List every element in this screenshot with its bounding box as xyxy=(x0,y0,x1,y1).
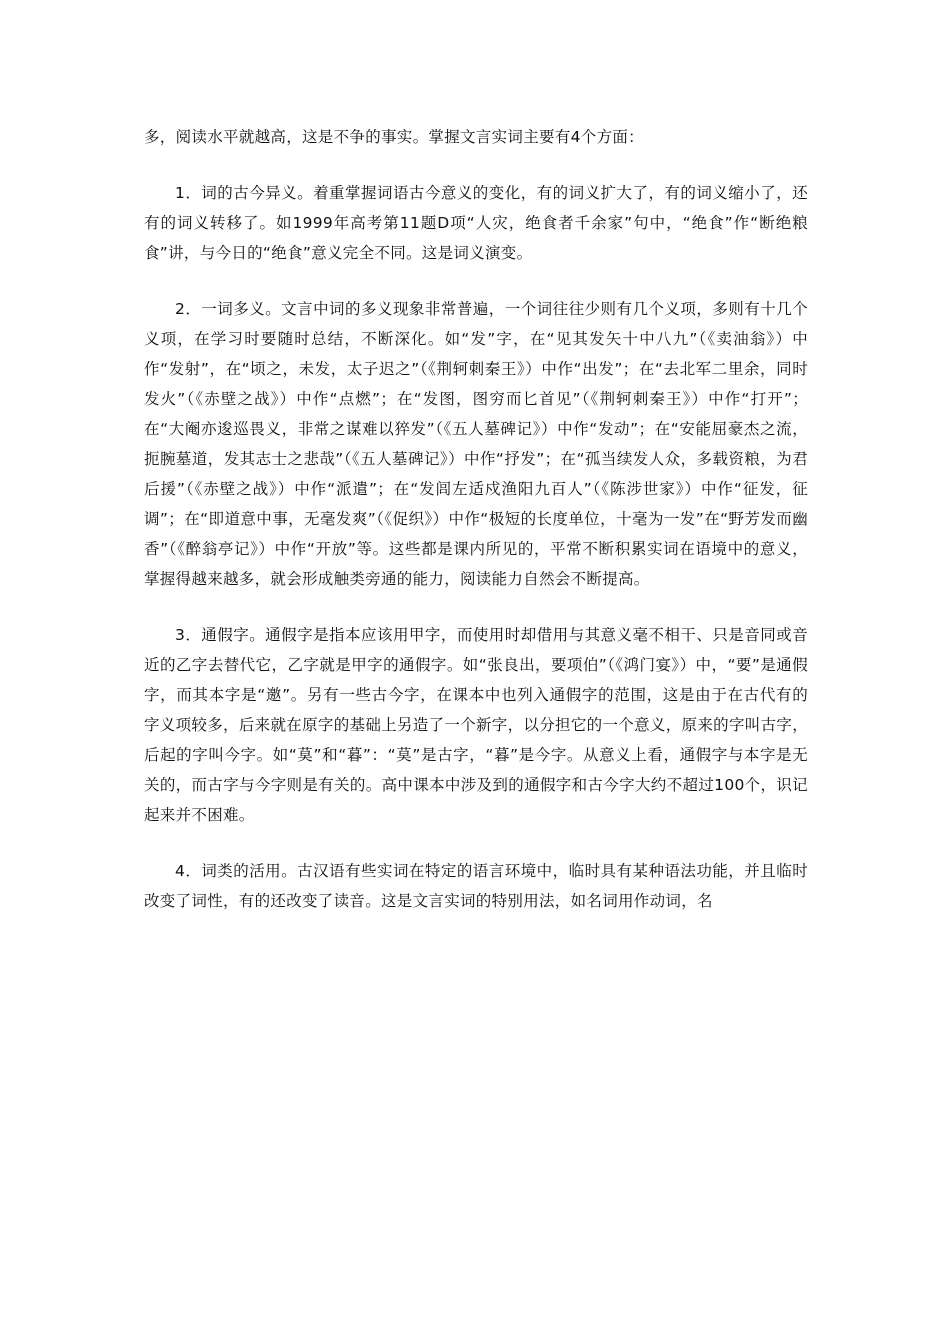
paragraph-word-class-flexibility: 4．词类的活用。古汉语有些实词在特定的语言环境中，临时具有某种语法功能，并且临时改变了词性，有的还改变了读音。这是文言实词的特别用法，如名词用作动词，名 xyxy=(144,862,808,910)
paragraph-gap xyxy=(144,830,808,856)
paragraph-gap xyxy=(144,268,808,294)
document-body xyxy=(144,122,808,916)
paragraph-ancient-modern-meaning: 1．词的古今异义。着重掌握词语古今意义的变化，有的词义扩大了，有的词义缩小了，还有的词义转移了。如1999年高考第11题D项“人灾，绝食者千余家”句中，“绝食”作“断绝粮食”讲，与今日的“绝食”意义完全不同。这是词义演变。 xyxy=(144,184,808,262)
paragraph-interchangeable-characters: 3．通假字。通假字是指本应该用甲字，而使用时却借用与其意义毫不相干、只是音同或音近的乙字去替代它，乙字就是甲字的通假字。如“张良出，要项伯”（《鸿门宴》）中，“要”是通假字，而其本字是“邀”。另有一些古今字，在课本中也列入通假字的范围，这是由于在古代有的字义项较多，后来就在原字的基础上另造了一个新字，以分担它的一个意义，原来的字叫古字，后起的字叫今字。如“莫”和“暮”：“莫”是古字，“暮”是今字。从意义上看，通假字与本字是无关的，而古字与今字则是有关的。高中课本中涉及到的通假字和古今字大约不超过100个，识记起来并不困难。 xyxy=(144,626,808,824)
paragraph-gap xyxy=(144,152,808,178)
paragraph-gap xyxy=(144,594,808,620)
paragraph-polysemy: 2．一词多义。文言中词的多义现象非常普遍，一个词往往少则有几个义项，多则有十几个义项，在学习时要随时总结，不断深化。如“发”字，在“见其发矢十中八九”（《卖油翁》）中作“发射”，在“顷之，未发，太子迟之”（《荆轲刺秦王》）中作“出发”；在“去北军二里余，同时发火”（《赤壁之战》）中作“点燃”；在“发图，图穷而匕首见”（《荆轲刺秦王》）中作“打开”；在“大阉亦逡巡畏义，非常之谋难以猝发”（《五人墓碑记》）中作“发动”；在“安能屈豪杰之流，扼腕墓道，发其志士之悲哉”（《五人墓碑记》）中作“抒发”；在“孤当续发人众，多载资粮，为君后援”（《赤壁之战》）中作“派遣”；在“发闾左适戍渔阳九百人”（《陈涉世家》）中作“征发，征调”；在“即道意中事，无毫发爽”（《促织》）中作“极短的长度单位，十毫为一发”在“野芳发而幽香”（《醉翁亭记》）中作“开放”等。这些都是课内所见的，平常不断积累实词在语境中的意义，掌握得越来越多，就会形成触类旁通的能力，阅读能力自然会不断提高。 xyxy=(144,300,808,588)
paragraph-intro: 多，阅读水平就越高，这是不争的事实。掌握文言实词主要有4个方面： xyxy=(144,128,644,146)
